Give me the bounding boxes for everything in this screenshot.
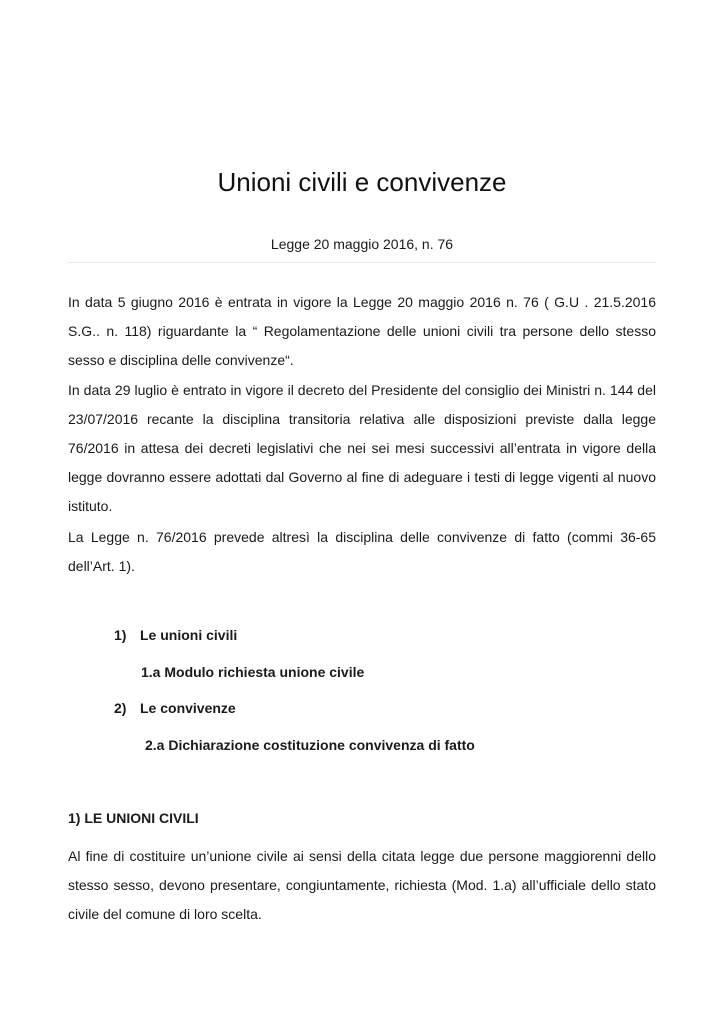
intro-paragraph-2: In data 29 luglio è entrato in vigore il decreto del Presidente del consiglio dei Ministri n. 144 del 23/07/2016 recante la disciplina transitoria relativa alle disposizioni previste dalla legge 76/2016 in attesa dei decreti legislativi che nei sei mesi successivi all’entrata in vigore della legge dovranno essere adottati dal Governo al fine di adeguare i testi di legge vigenti al nuovo istituto.	[68, 382, 656, 514]
toc-item-number: 1)	[114, 627, 127, 643]
toc-item-convivenze	[114, 700, 236, 716]
intro-paragraph-1: In data 5 giugno 2016 è entrata in vigore la Legge 20 maggio 2016 n. 76 ( G.U . 21.5.2016 S.G.. n. 118) riguardante la “ Regolamentazione delle unioni civili tra persone dello stesso sesso e disciplina delle convivenze“.	[68, 294, 656, 368]
document-subtitle: Legge 20 maggio 2016, n. 76	[270, 236, 454, 252]
intro-paragraph-3: La Legge n. 76/2016 prevede altresì la disciplina delle convivenze di fatto (commi 36-65 dell’Art. 1).	[68, 529, 656, 574]
toc-subitem-modulo-richiesta: 1.a Modulo richiesta unione civile	[141, 664, 365, 680]
toc-item-label: Le unioni civili	[140, 627, 238, 643]
section-heading-unioni-civili: 1) LE UNIONI CIVILI	[68, 810, 199, 826]
document-title: Unioni civili e convivenze	[217, 167, 507, 197]
section-1-paragraph: Al fine di costituire un’unione civile ai sensi della citata legge due persone maggiorenni dello stesso sesso, devono presentare, congiuntamente, richiesta (Mod. 1.a) all’ufficiale dello stato civile del comune di loro scelta.	[68, 848, 656, 922]
toc-item-unioni-civili	[114, 627, 237, 643]
toc-subitem-dichiarazione-convivenza: 2.a Dichiarazione costituzione convivenza di fatto	[145, 737, 475, 753]
header-divider	[68, 262, 656, 263]
toc-item-label: Le convivenze	[140, 700, 236, 716]
toc-item-number: 2)	[114, 700, 127, 716]
